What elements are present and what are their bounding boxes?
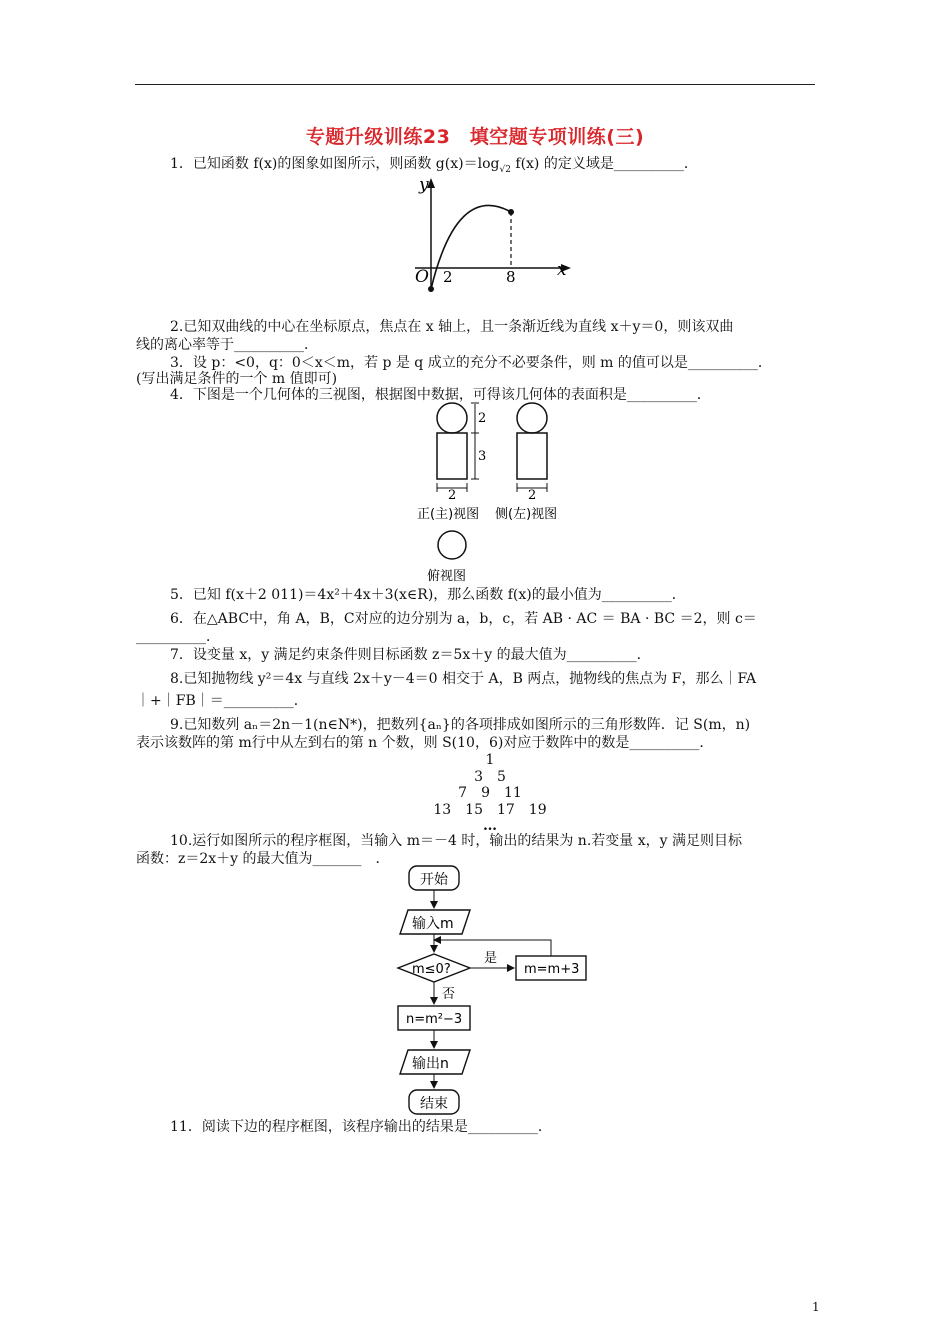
triangle-row-3: 7 9 11 xyxy=(458,785,522,801)
question-7: 7．设变量 x，y 满足约束条件则目标函数 z＝5x＋y 的最大值为__________． xyxy=(170,647,651,663)
question-8-line2: ｜+｜FB｜＝__________． xyxy=(136,693,308,709)
number-triangle xyxy=(380,752,600,835)
origin-label: O xyxy=(415,267,429,287)
page-number: 1 xyxy=(812,1300,820,1314)
question-10-line1: 10.运行如图所示的程序框图，当输入 m＝－4 时，输出的结果为 n.若变量 x，y 满足则目标 xyxy=(170,833,742,849)
question-3-line2: (写出满足条件的一个 m 值即可) xyxy=(136,371,338,387)
triangle-row-5: … xyxy=(483,818,497,834)
top-view-label: 俯视图 xyxy=(427,569,467,584)
function-graph xyxy=(405,172,585,307)
question-2-line1: 2.已知双曲线的中心在坐标原点，焦点在 x 轴上，且一条渐近线为直线 x＋y＝0，则该双曲 xyxy=(170,319,734,335)
side-view-label: 侧(左)视图 xyxy=(495,507,558,520)
flow-start: 开始 xyxy=(420,872,448,888)
flow-input: 输入m xyxy=(412,916,454,932)
header-rule xyxy=(135,84,815,85)
flow-condition: m≤0? xyxy=(412,962,451,977)
question-1: 1．已知函数 f(x)的图象如图所示，则函数 $g(x)=\log_{√2}$ f(x) 的定义域是__________． xyxy=(170,156,698,175)
triangle-row-1: 1 xyxy=(485,752,495,768)
flowchart xyxy=(390,862,600,1118)
question-2-line2: 线的离心率等于__________． xyxy=(136,337,318,353)
dim-height-3: 3 xyxy=(478,449,487,464)
y-axis-label: y xyxy=(419,175,429,195)
flow-assign: n=m²−3 xyxy=(406,1012,463,1027)
question-6-line1: 6．在△ABC中，角 A，B，C对应的边分别为 a，b，c，若 AB · AC ＝ BA · BC ＝2，则 c＝ xyxy=(170,611,757,627)
triangle-row-2: 3 5 xyxy=(474,768,506,785)
question-11: 11．阅读下边的程序框图，该程序输出的结果是__________． xyxy=(170,1119,552,1135)
three-views-figure xyxy=(415,400,595,520)
dim-front-width: 2 xyxy=(448,488,457,503)
question-6-line2: __________． xyxy=(136,629,220,645)
front-view-label: 正(主)视图 xyxy=(417,507,480,520)
tick-2: 2 xyxy=(443,268,453,286)
question-8-line1: 8.已知抛物线 y²＝4x 与直线 2x＋y－4＝0 相交于 A，B 两点，抛物线的焦点为 F，那么｜FA xyxy=(170,671,757,687)
question-9-line2: 表示该数阵的第 m行中从左到右的第 n 个数，则 S(10，6)对应于数阵中的数是__________． xyxy=(136,735,714,751)
tick-8: 8 xyxy=(506,268,516,286)
dim-height-2: 2 xyxy=(478,411,487,426)
question-5: 5．已知 f(x＋2 011)＝4x²＋4x＋3(x∈R)，那么函数 f(x)的最小值为__________． xyxy=(170,587,686,603)
question-9-line1: 9.已知数列 aₙ＝2n－1(n∈N*)，把数列{aₙ}的各项排成如图所示的三角形数阵．记 S(m，n) xyxy=(170,717,751,733)
flow-output: 输出n xyxy=(412,1056,449,1072)
flow-update: m=m+3 xyxy=(524,962,580,977)
top-view-figure xyxy=(425,528,485,584)
triangle-row-4: 13 15 17 19 xyxy=(433,801,547,818)
page-title: 专题升级训练23 填空题专项训练(三) xyxy=(305,126,645,148)
flow-end: 结束 xyxy=(420,1096,448,1112)
question-4: 4．下图是一个几何体的三视图，根据图中数据，可得该几何体的表面积是__________． xyxy=(170,387,711,403)
x-axis-label: x xyxy=(557,260,567,280)
question-10-line2: 函数：z＝2x＋y 的最大值为_______ ． xyxy=(136,851,390,867)
dim-side-width: 2 xyxy=(528,488,537,503)
flow-yes: 是 xyxy=(484,951,498,966)
question-3-line1: 3．设 p：<0，q：0＜x＜m，若 p 是 q 成立的充分不必要条件，则 m 的值可以是__________． xyxy=(170,355,772,371)
flow-no: 否 xyxy=(442,987,456,1002)
